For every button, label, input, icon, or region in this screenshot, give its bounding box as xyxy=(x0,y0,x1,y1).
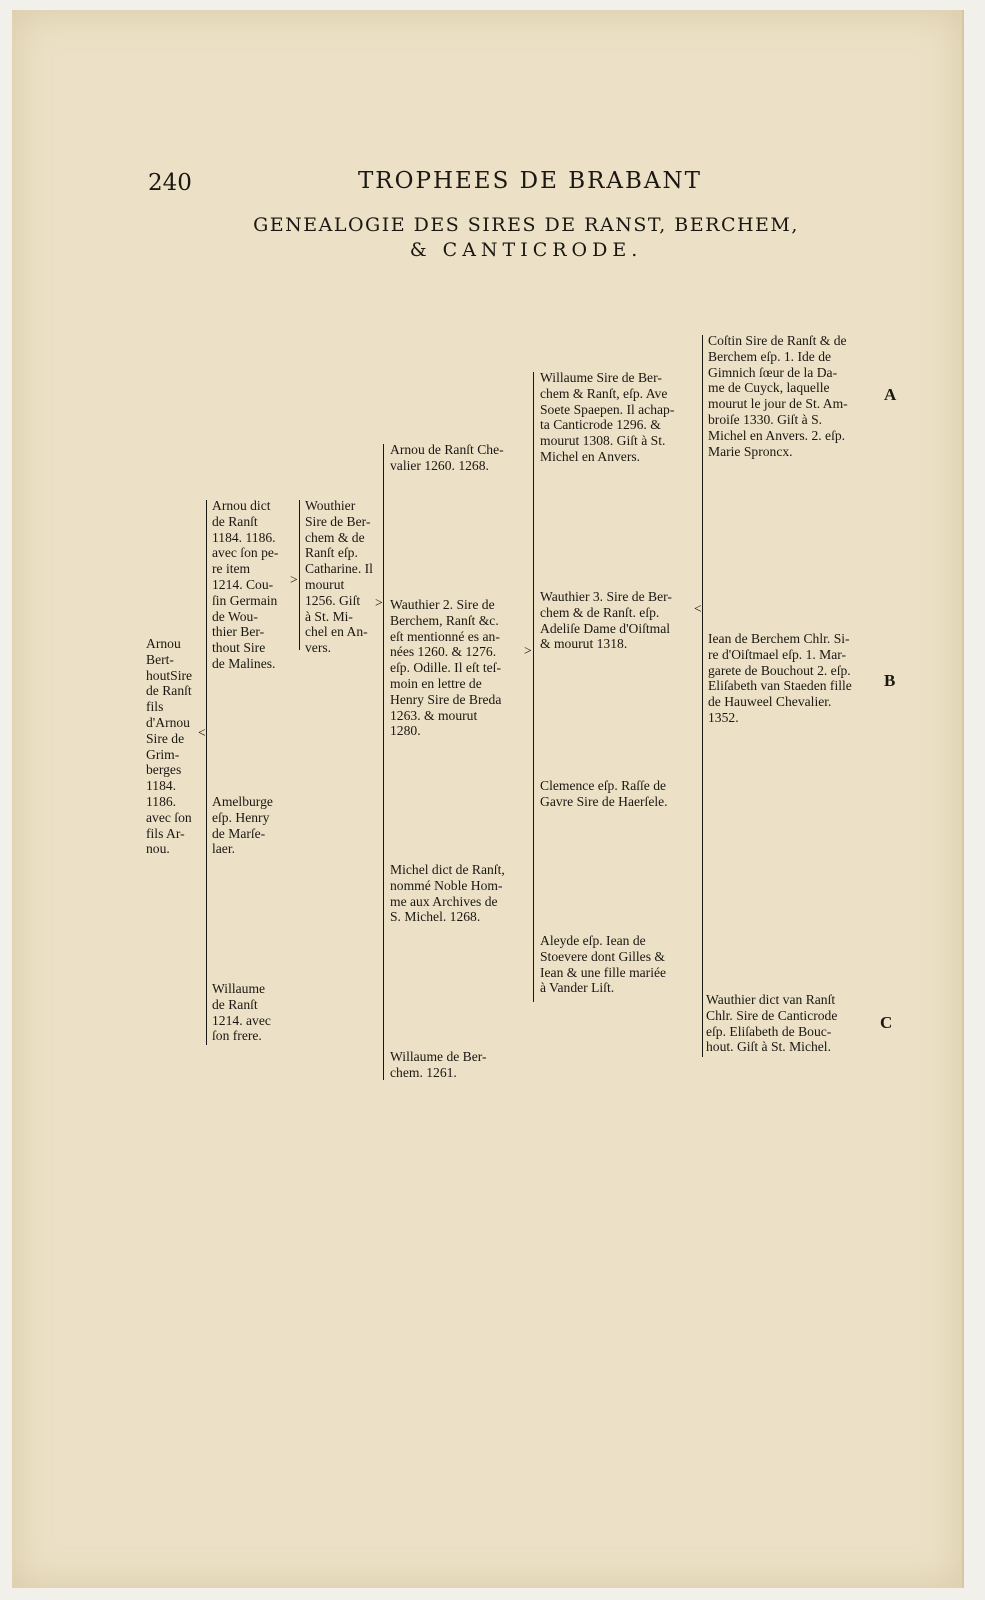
bracket-line-gen6 xyxy=(702,335,703,1057)
entry-arnou-berthout: Arnou Bert- houtSire de Ranſt fils d'Arnou Sire de Grim- berges 1184. 1186. avec ſon fils Ar- nou. xyxy=(146,636,193,857)
bracket-line-gen3 xyxy=(299,500,300,650)
marker-b: B xyxy=(884,671,896,690)
bracket-line-gen4 xyxy=(383,444,384,1080)
genealogy-title-line-1: GENEALOGIE DES SIRES DE RANST, BERCHEM, xyxy=(253,214,799,236)
entry-clemence: Clemence eſp. Raſſe de Gavre Sire de Haerſele. xyxy=(540,778,668,809)
entry-wauthier-3: Wauthier 3. Sire de Ber- chem & de Ranſt. eſp. Adeliſe Dame d'Oiſtmal & mourut 1318. xyxy=(540,589,672,652)
entry-iean-berchem: Iean de Berchem Chlr. Si- re d'Oiſtmael eſp. 1. Mar- garete de Bouchout 2. eſp. Eliſabeth van Staeden fille de Hauweel Chevalier. 1352. xyxy=(708,631,852,725)
running-head: TROPHEES DE BRABANT xyxy=(357,168,703,194)
entry-wauthier-dict: Wauthier dict van Ranſt Chlr. Sire de Canticrode eſp. Eliſabeth de Bouc- hout. Giſt à St. Michel. xyxy=(706,992,838,1055)
entry-willaume-berchem: Willaume de Ber- chem. 1261. xyxy=(390,1049,487,1080)
entry-arnou-ranst-chevalier: Arnou de Ranſt Che- valier 1260. 1268. xyxy=(390,442,504,473)
entry-willaume-sire: Willaume Sire de Ber- chem & Ranſt, eſp. Ave Soete Spaepen. Il achap- ta Canticrode 1296. & mourut 1308. Giſt à St. Michel en Anvers. xyxy=(540,370,675,464)
marker-a: A xyxy=(884,385,897,404)
bracket-brace-gen5: > xyxy=(524,643,532,658)
entry-arnou-dict: Arnou dict de Ranſt 1184. 1186. avec ſon pe- re item 1214. Cou- ſin Germain de Wou- thier Ber- thout Sire de Malines. xyxy=(212,498,279,671)
bracket-brace-gen3: > xyxy=(290,572,298,587)
entry-aleyde: Aleyde eſp. Iean de Stoevere dont Gilles & Iean & une fille mariée à Vander Liſt. xyxy=(540,933,667,996)
bracket-brace-gen4: > xyxy=(375,595,383,610)
bracket-line-gen5 xyxy=(533,372,534,1002)
entry-wouthier: Wouthier Sire de Ber- chem & de Ranſt eſp. Catharine. Il mourut 1256. Giſt à St. Mi- chel en An- vers. xyxy=(305,498,373,656)
entry-willaume-1214: Willaume de Ranſt 1214. avec ſon frere. xyxy=(212,981,271,1044)
entry-wauthier-2: Wauthier 2. Sire de Berchem, Ranſt &c. eſt mentionné es an- nées 1260. & 1276. eſp. Odille. Il eſt teſ- moin en lettre de Henry Sire de Breda 1263. & mourut 1280. xyxy=(390,597,502,739)
bracket-brace-gen6: < xyxy=(694,601,702,616)
entry-costin: Coſtin Sire de Ranſt & de Berchem eſp. 1. Ide de Gimnich ſœur de la Da- me de Cuyck, laquelle mourut le jour de St. Am- broiſe 1330. Giſt à S. Michel en Anvers. 2. eſp. Marie Sproncx. xyxy=(708,333,848,459)
marker-c: C xyxy=(880,1013,893,1032)
bracket-line-gen2 xyxy=(206,500,207,1045)
bracket-brace-gen1: < xyxy=(198,725,206,740)
entry-amelburge: Amelburge eſp. Henry de Marſe- laer. xyxy=(212,794,273,857)
genealogy-title-line-2: & CANTICRODE. xyxy=(409,239,643,261)
page-number: 240 xyxy=(148,170,192,196)
entry-michel-dict: Michel dict de Ranſt, nommé Noble Hom- me aux Archives de S. Michel. 1268. xyxy=(390,862,505,925)
